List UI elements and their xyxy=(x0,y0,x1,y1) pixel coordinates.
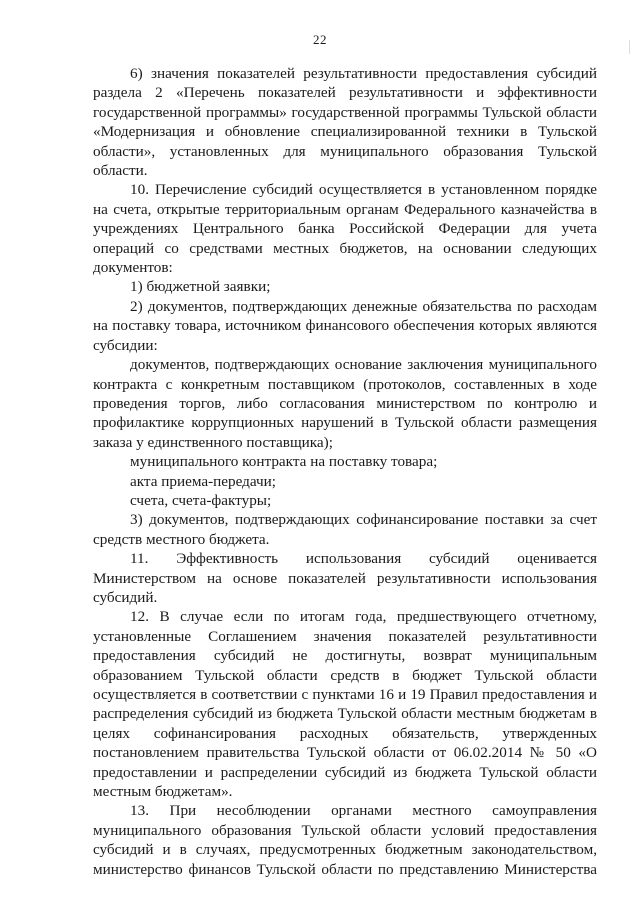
document-body xyxy=(93,64,597,879)
paragraph-10-item-2-subitem-a: документов, подтверждающих основание заключения муниципального контракта с конкретным поставщиком (протоколов, составленных в ходе проведения торгов, либо согласования министерством по контролю и профилактике коррупционных нарушений в Тульской области размещения заказа у единственного поставщика); xyxy=(93,356,597,451)
paragraph-10-item-2-subitem-b: муниципального контракта на поставку товара; xyxy=(130,453,438,471)
paragraph-10-item-2: 2) документов, подтверждающих денежные обязательства по расходам на поставку товара, источником финансового обеспечения которых являются субсидии: xyxy=(93,297,597,354)
paragraph-12: 12. В случае если по итогам года, предшествующего отчетному, установленные Соглашением значения показателей результативности предоставления субсидий не достигнуты, возврат муниципальным образованием Тульской области средств в бюджет Тульской области осуществляется в соответствии с пунктами 16 и 19 Правил предоставления и распределения субсидий из бюджета Тульской области местным бюджетам в целях софинансирования расходных обязательств, утвержденных постановлением правительства Тульской области от 06.02.2014 № 50 «О предоставлении и распределении субсидий из бюджета Тульской области местным бюджетам». xyxy=(93,608,597,801)
page-number: 22 xyxy=(313,32,327,47)
paragraph-10-item-2-subitem-d: счета, счета-фактуры; xyxy=(130,491,272,509)
scan-edge-mark xyxy=(629,40,634,54)
paragraph-10: 10. Перечисление субсидий осуществляется в установленном порядке на счета, открытые территориальным органам Федерального казначейства в учреждениях Центрального банка Российской Федерации для учета операций со средствами местных бюджетов, на основании следующих документов: xyxy=(93,181,597,277)
paragraph-10-item-3: 3) документов, подтверждающих софинансирование поставки за счет средств местного бюджета. xyxy=(93,511,597,548)
paragraph-6-continuation: 6) значения показателей результативности предоставления субсидий раздела 2 «Перечень показателей результативности и эффективности государственной программы» государственной программы Тульской области «Модернизация и обновление специализированной техники в Тульской области», установленных для муниципального образования Тульской области. xyxy=(93,65,597,180)
paragraph-13: 13. При несоблюдении органами местного самоуправления муниципального образования Тульской области условий предоставления субсидий и в случаях, предусмотренных бюджетным законодательством, министерство финансов Тульской области по представлению Министерства xyxy=(93,802,597,878)
paragraph-10-item-1: 1) бюджетной заявки; xyxy=(130,278,271,296)
paragraph-10-item-2-subitem-c: акта приема-передачи; xyxy=(130,472,277,490)
paragraph-11: 11. Эффективность использования субсидий оценивается Министерством на основе показателей результативности использования субсидий. xyxy=(93,550,597,606)
